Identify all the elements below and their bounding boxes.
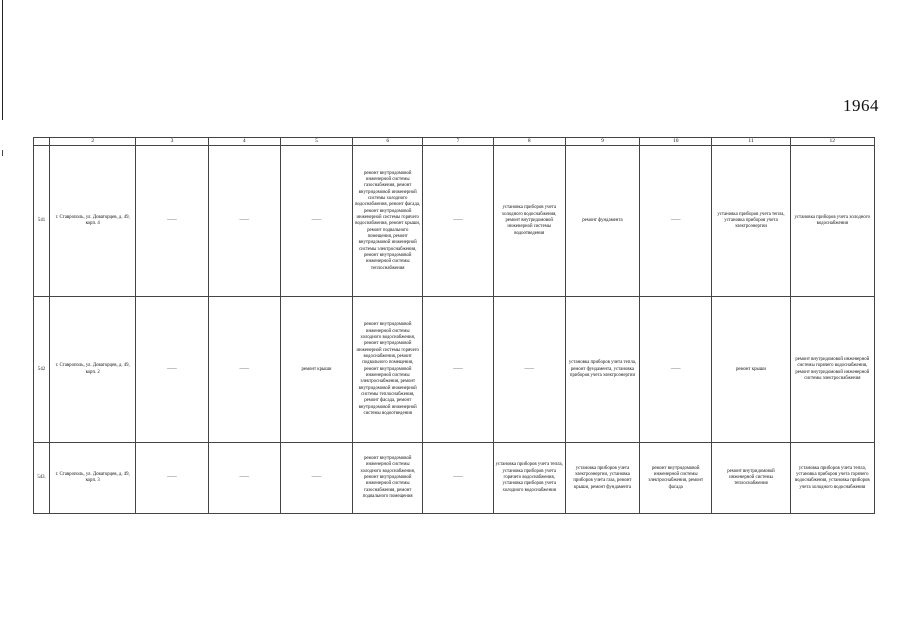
table-cell: —— xyxy=(423,146,493,297)
table-cell: установка приборов учета тепла, установка приборов учета электроэнергии xyxy=(712,146,790,297)
table-cell: ремонт крыши xyxy=(712,297,790,443)
header-cell: 8 xyxy=(493,138,565,146)
table-cell: ремонт внутридомовой инженерной системы горячего водоснабжения, ремонт внутридомовой инженерной системы электроснабжения xyxy=(790,297,874,443)
header-cell: 7 xyxy=(423,138,493,146)
table-header-row xyxy=(34,138,875,146)
table-cell: ремонт внутридомовой инженерной системы холодного водоснабжения, ремонт внутридомовой инженерной системы горячего водоснабжения, ремонт подвального помещения, ремонт внутридомовой инженерной системы электроснабжения, ремонт внутридомовой инженерной системы теплоснабжения, ремонт фасада, ремонт внутридомовой инженерной системы водоотведения xyxy=(353,297,423,443)
table-cell: ремонт крыши xyxy=(280,297,352,443)
table-cell: —— xyxy=(208,297,280,443)
table-cell: ремонт внутридомовой инженерной системы газоснабжения, ремонт внутридомовой инженерной системы холодного водоснабжения, ремонт фасада, ремонт внутридомовой инженерной системы горячего водоснабжения, ремонт крыши, ремонт подвального помещения, ремонт внутридомовой инженерной системы электроснабжения, ремонт внутридомовой инженерной системы теплоснабжения xyxy=(353,146,423,297)
address-cell: г. Ставрополь, ул. Доваторцев, д. 49, корп. 2 xyxy=(50,297,136,443)
address-cell: г. Ставрополь, ул. Доваторцев, д. 49, корп. 3 xyxy=(50,443,136,514)
table-cell: —— xyxy=(136,146,208,297)
header-cell: 9 xyxy=(565,138,639,146)
table-cell: установка приборов учета холодного водоснабжения, ремонт внутридомовой инженерной системы водоотведения xyxy=(493,146,565,297)
table-cell: —— xyxy=(208,443,280,514)
table-cell: установка приборов учета холодного водоснабжения xyxy=(790,146,874,297)
table-cell: —— xyxy=(136,297,208,443)
table-cell: ремонт фундамента xyxy=(565,146,639,297)
header-cell: 12 xyxy=(790,138,874,146)
table-row xyxy=(34,146,875,297)
table-row xyxy=(34,443,875,514)
header-cell: 11 xyxy=(712,138,790,146)
row-number: 543. xyxy=(34,443,50,514)
header-cell: 10 xyxy=(640,138,712,146)
header-cell xyxy=(34,138,50,146)
table-cell: —— xyxy=(493,297,565,443)
page-edge-tick xyxy=(2,150,3,156)
table-cell: ремонт внутридомовой инженерной системы теплоснабжения xyxy=(712,443,790,514)
table-cell: —— xyxy=(280,146,352,297)
table-cell: —— xyxy=(640,146,712,297)
table-cell: —— xyxy=(280,443,352,514)
table-cell: установка приборов учета тепла, установка приборов учета горячего водоснабжения, установка приборов учета холодного водоснабжения xyxy=(493,443,565,514)
table-cell: —— xyxy=(640,297,712,443)
header-cell: 3 xyxy=(136,138,208,146)
row-number: 542 xyxy=(34,297,50,443)
table-cell: ремонт внутридомовой инженерной системы холодного водоснабжения, ремонт внутридомовой инженерной системы газоснабжения, ремонт подвального помещения xyxy=(353,443,423,514)
header-cell: 5 xyxy=(280,138,352,146)
table-cell: —— xyxy=(136,443,208,514)
header-cell: 4 xyxy=(208,138,280,146)
header-cell: 2 xyxy=(50,138,136,146)
address-cell: г. Ставрополь, ул. Доваторцев, д. 49, корп. 4 xyxy=(50,146,136,297)
works-table xyxy=(33,137,875,514)
page-number: 1964 xyxy=(843,96,879,115)
page-edge-line xyxy=(2,0,3,120)
row-number: 541 xyxy=(34,146,50,297)
table-cell: —— xyxy=(208,146,280,297)
table-cell: ремонт внутридомовой инженерной системы электроснабжения, ремонт фасада xyxy=(640,443,712,514)
table-cell: установка приборов учета электроэнергии, установка приборов учета газа, ремонт крыши, ремонт фундамента xyxy=(565,443,639,514)
table-cell: установка приборов учета тепла, установка приборов учета горячего водоснабжения, установка приборов учета холодного водоснабжения xyxy=(790,443,874,514)
table-row xyxy=(34,297,875,443)
table-cell: —— xyxy=(423,443,493,514)
table-cell: установка приборов учета тепла, ремонт фундамента, установка приборов учета электроэнергии xyxy=(565,297,639,443)
header-cell: 6 xyxy=(353,138,423,146)
table-cell: —— xyxy=(423,297,493,443)
